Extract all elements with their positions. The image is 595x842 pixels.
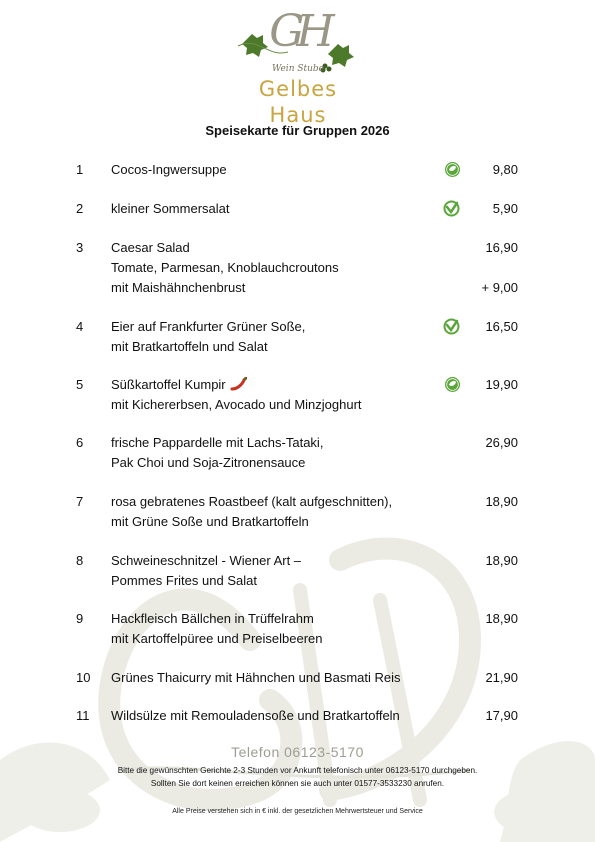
item-description-line bbox=[111, 609, 451, 629]
item-text: kleiner Sommersalat bbox=[111, 201, 230, 216]
item-description bbox=[111, 160, 451, 180]
item-text: Pommes Frites und Salat bbox=[111, 573, 257, 588]
item-description-line bbox=[111, 551, 451, 571]
logo-name: Gelbes Haus bbox=[258, 77, 338, 127]
item-text: Hackfleisch Bällchen in Trüffelrahm bbox=[111, 611, 314, 626]
item-price: 17,90 bbox=[485, 708, 518, 723]
page-title: Speisekarte für Gruppen 2026 bbox=[205, 123, 390, 138]
item-number: 2 bbox=[76, 201, 84, 216]
item-description-line bbox=[111, 433, 451, 453]
item-text: Süßkartoffel Kumpir bbox=[111, 377, 226, 392]
item-number: 5 bbox=[76, 377, 84, 392]
item-price: 16,50 bbox=[485, 319, 518, 334]
item-description bbox=[111, 375, 451, 415]
item-description-line bbox=[111, 492, 451, 512]
item-description bbox=[111, 199, 451, 219]
item-description-line bbox=[111, 199, 451, 219]
item-description bbox=[111, 668, 451, 688]
item-text: mit Kartoffelpüree und Preiselbeeren bbox=[111, 631, 323, 646]
item-price: 18,90 bbox=[485, 494, 518, 509]
item-text: Grünes Thaicurry mit Hähnchen und Basmati Reis bbox=[111, 670, 401, 685]
item-description-line bbox=[111, 238, 451, 258]
item-text: mit Bratkartoffeln und Salat bbox=[111, 339, 268, 354]
item-text: Cocos-Ingwersuppe bbox=[111, 162, 227, 177]
item-price: 21,90 bbox=[485, 670, 518, 685]
item-number: 9 bbox=[76, 611, 84, 626]
logo bbox=[228, 6, 368, 127]
item-price: 26,90 bbox=[485, 435, 518, 450]
item-text: Wildsülze mit Remouladensoße und Bratkartoffeln bbox=[111, 708, 400, 723]
item-description-line bbox=[111, 258, 451, 278]
logo-subtitle: Wein Stube bbox=[271, 64, 325, 74]
item-text: Tomate, Parmesan, Knoblauchcroutons bbox=[111, 260, 339, 275]
item-price: 5,90 bbox=[492, 201, 518, 216]
item-description bbox=[111, 551, 451, 591]
item-description bbox=[111, 706, 451, 726]
vegetarian-icon bbox=[443, 200, 460, 217]
chili-icon bbox=[229, 377, 247, 391]
item-number: 11 bbox=[76, 708, 90, 723]
item-description-line bbox=[111, 629, 451, 649]
item-description bbox=[111, 238, 451, 298]
item-text: mit Grüne Soße und Bratkartoffeln bbox=[111, 514, 309, 529]
item-description-line bbox=[111, 337, 451, 357]
item-number: 8 bbox=[76, 553, 84, 568]
vegetarian-icon bbox=[443, 318, 460, 335]
item-text: Caesar Salad bbox=[111, 240, 190, 255]
item-price: 9,80 bbox=[492, 162, 518, 177]
item-text: frische Pappardelle mit Lachs-Tataki, bbox=[111, 435, 324, 450]
item-description-line bbox=[111, 668, 451, 688]
item-text: mit Maishähnchenbrust bbox=[111, 280, 246, 295]
item-price: 18,90 bbox=[485, 611, 518, 626]
item-description bbox=[111, 317, 451, 357]
item-text: Schweineschnitzel - Wiener Art – bbox=[111, 553, 302, 568]
item-text: rosa gebratenes Roastbeef (kalt aufgeschnitten), bbox=[111, 494, 393, 509]
item-number: 4 bbox=[76, 319, 84, 334]
logo-monogram: GH bbox=[269, 6, 327, 57]
item-description bbox=[111, 609, 451, 649]
item-number: 3 bbox=[76, 240, 84, 255]
item-extra-price: + 9,00 bbox=[481, 280, 518, 295]
order-note-line-2: Sollten Sie dort keinen erreichen können sie auch unter 01577-3533230 anrufen. bbox=[150, 779, 445, 788]
item-description-line bbox=[111, 512, 451, 532]
item-description-line bbox=[111, 706, 451, 726]
item-number: 6 bbox=[76, 435, 84, 450]
item-number: 7 bbox=[76, 494, 84, 509]
item-price: 16,90 bbox=[485, 240, 518, 255]
vegan-icon bbox=[444, 161, 461, 178]
item-description-line bbox=[111, 375, 451, 395]
item-description-line bbox=[111, 571, 451, 591]
item-text: Eier auf Frankfurter Grüner Soße, bbox=[111, 319, 306, 334]
item-description-line bbox=[111, 278, 451, 298]
item-description-line bbox=[111, 453, 451, 473]
item-text: mit Kichererbsen, Avocado und Minzjoghurt bbox=[111, 397, 362, 412]
item-description bbox=[111, 433, 451, 473]
item-description-line bbox=[111, 395, 451, 415]
vegan-icon bbox=[444, 376, 461, 393]
phone-number: Telefon 06123-5170 bbox=[231, 744, 364, 760]
price-footer: Alle Preise verstehen sich in € inkl. der gesetzlichen Mehrwertsteuer und Service bbox=[172, 808, 423, 815]
item-description-line bbox=[111, 160, 451, 180]
order-note-line-1: Bitte die gewünschten Gerichte 2-3 Stunden vor Ankunft telefonisch unter 06123-5170 durchgeben. bbox=[117, 766, 478, 775]
item-price: 18,90 bbox=[485, 553, 518, 568]
item-number: 1 bbox=[76, 162, 84, 177]
item-price: 19,90 bbox=[485, 377, 518, 392]
item-description-line bbox=[111, 317, 451, 337]
item-text: Pak Choi und Soja-Zitronensauce bbox=[111, 455, 306, 470]
item-description bbox=[111, 492, 451, 532]
item-number: 10 bbox=[76, 670, 91, 685]
